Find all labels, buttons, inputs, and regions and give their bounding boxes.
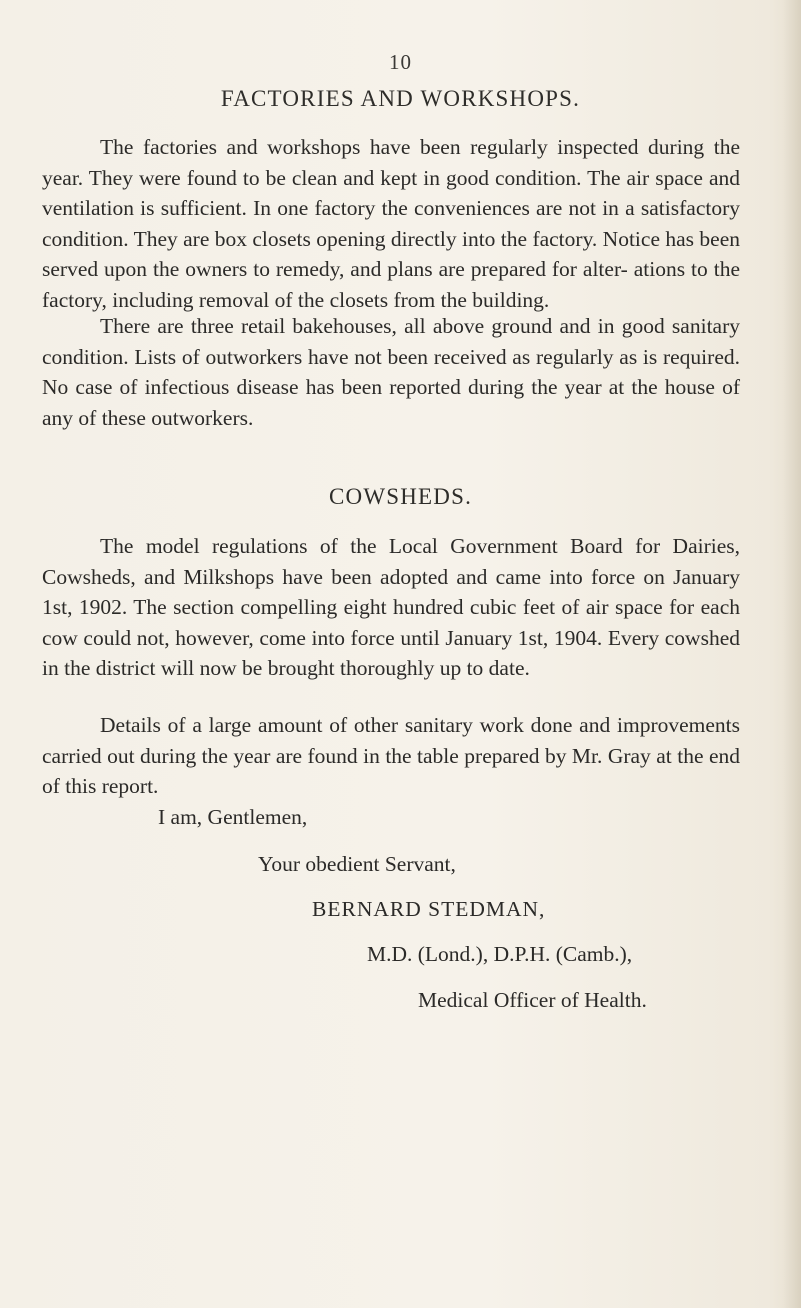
signatory-qualifications: M.D. (Lond.), D.P.H. (Camb.), [367,942,633,966]
closing-salutation: I am, Gentlemen, [158,805,308,829]
page-edge-shadow [783,0,801,1308]
section-heading-cowsheds: COWSHEDS. [328,484,473,509]
paragraph-sanitary-work: Details of a large amount of other sanitary work done and improvements carried out during the year are found in the table prepared by Mr. Gray at the end of this report. [42,713,740,798]
paragraph-factories-inspection: The factories and workshops have been regularly inspected during the year. They were found to be clean and kept in good condition. The air space and ventilation is sufficient. In one factory the conveniences are not in a satisfactory condition. They are box closets opening directly into the factory. Notice has been served upon the owners to remedy, and plans are prepared for alter- ations to the factory, including removal of the closets from the building. [42,135,740,312]
signatory-title: Medical Officer of Health. [418,988,647,1012]
signatory-name: BERNARD STEDMAN, [312,897,546,921]
paragraph-bakehouses: There are three retail bakehouses, all above ground and in good sanitary condition. Lists of outworkers have not been received as regularly as is required. No case of infectious disease has been reported during the year at the house of any of these outworkers. [42,314,740,430]
closing-valediction: Your obedient Servant, [258,852,456,876]
section-heading-factories: FACTORIES AND WORKSHOPS. [220,86,581,111]
paragraph-cowshed-regulations: The model regulations of the Local Government Board for Dairies, Cowsheds, and Milkshops have been adopted and came into force on January 1st, 1902. The section compelling eight hundred cubic feet of air space for each cow could not, however, come into force until January 1st, 1904. Every cowshed in the district will now be brought thoroughly up to date. [42,534,740,680]
page-number: 10 [389,50,412,74]
